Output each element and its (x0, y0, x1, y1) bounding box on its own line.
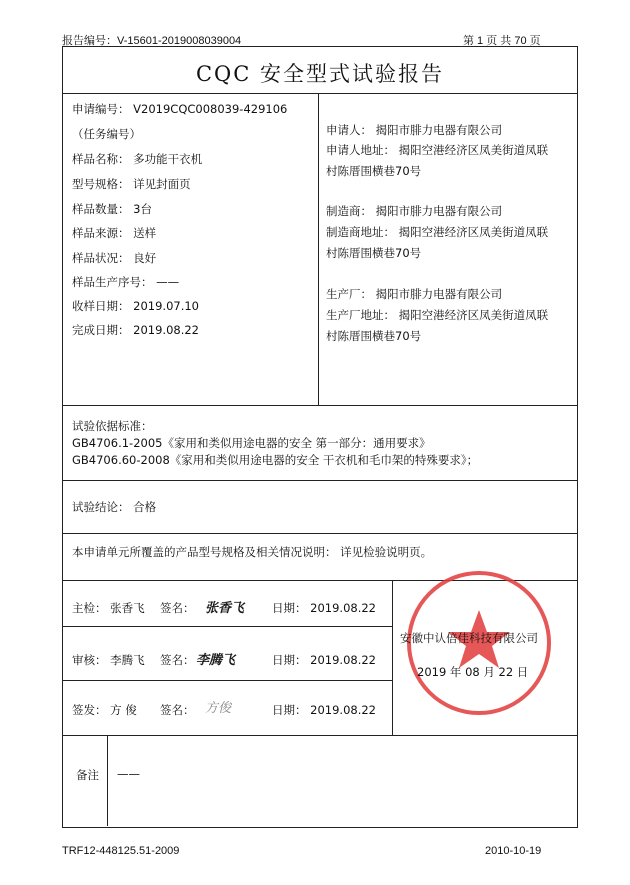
standard-1: GB4706.1-2005《家用和类似用途电器的安全 第一部分：通用要求》 (72, 436, 431, 450)
task-number: （任务编号） (72, 127, 141, 141)
divider-remarks-vertical (107, 735, 108, 826)
divider-sign-1 (62, 626, 392, 627)
divider-conclusion (62, 533, 578, 534)
sign-label-1: 签名： (160, 601, 195, 615)
applicant-address-line2: 村陈厝围横巷70号 (326, 164, 422, 178)
completed-date: 完成日期： 2019.08.22 (72, 323, 199, 337)
standard-2: GB4706.60-2008《家用和类似用途电器的安全 干衣机和毛巾架的特殊要求》； (72, 453, 479, 467)
reviewer: 审核： 李腾飞 (72, 653, 145, 667)
received-date: 收样日期： 2019.07.10 (72, 299, 199, 313)
stamp-date: 2019 年 08 月 22 日 (417, 665, 529, 679)
divider-stamp-vertical (392, 580, 393, 735)
sample-name: 样品名称： 多功能干衣机 (72, 152, 203, 166)
date-3: 日期： 2019.08.22 (272, 703, 376, 717)
divider-basis (62, 480, 578, 481)
signature-main-tester: 张香飞 (205, 601, 245, 616)
factory-address-line1: 生产厂地址： 揭阳空港经济区凤美街道凤联 (326, 308, 549, 322)
applicant: 申请人： 揭阳市腓力电器有限公司 (326, 123, 503, 137)
test-conclusion: 试验结论： 合格 (72, 500, 157, 514)
date-2: 日期： 2019.08.22 (272, 653, 376, 667)
divider-sign-2 (62, 680, 392, 681)
form-date: 2010-10-19 (485, 845, 542, 857)
signature-issuer: 方俊 (205, 701, 232, 716)
sign-label-2: 签名： (160, 653, 195, 667)
divider-sign-3 (62, 735, 578, 736)
date-1: 日期： 2019.08.22 (272, 601, 376, 615)
remarks-label: 备注 (76, 768, 99, 782)
sample-model: 型号规格： 详见封面页 (72, 177, 191, 191)
sample-condition: 样品状况： 良好 (72, 251, 157, 265)
manufacturer-address-line2: 村陈厝围横巷70号 (326, 246, 422, 260)
form-number: TRF12-448125.51-2009 (62, 845, 180, 857)
report-number: 报告编号：V-15601-2019008039004 (62, 35, 242, 47)
factory: 生产厂： 揭阳市腓力电器有限公司 (326, 287, 503, 301)
divider-title (62, 93, 578, 94)
coverage-statement: 本申请单元所覆盖的产品型号规格及相关情况说明： 详见检验说明页。 (72, 545, 433, 559)
manufacturer: 制造商： 揭阳市腓力电器有限公司 (326, 204, 503, 218)
basis-label: 试验依据标准： (72, 419, 153, 433)
factory-address-line2: 村陈厝围横巷70号 (326, 329, 422, 343)
application-number: 申请编号： V2019CQC008039-429106 (72, 102, 288, 116)
report-title: CQC 安全型式试验报告 (195, 62, 445, 86)
divider-info (62, 405, 578, 406)
issuer: 签发： 方 俊 (72, 703, 137, 717)
signature-reviewer: 李腾飞 (196, 653, 236, 668)
divider-info-vertical (318, 93, 319, 405)
sample-source: 样品来源： 送样 (72, 226, 157, 240)
manufacturer-address-line1: 制造商地址： 揭阳空港经济区凤美街道凤联 (326, 225, 549, 239)
applicant-address-line1: 申请人地址： 揭阳空港经济区凤美街道凤联 (326, 143, 549, 157)
sample-serial: 样品生产序号： —— (72, 275, 180, 289)
main-tester: 主检： 张香飞 (72, 601, 145, 615)
stamp-company: 安徽中认倍佳科技有限公司 (400, 631, 538, 645)
sign-label-3: 签名： (160, 703, 195, 717)
sample-quantity: 样品数量： 3台 (72, 202, 152, 216)
remarks-value: —— (117, 767, 140, 781)
page-info: 第 1 页 共 70 页 (463, 35, 541, 47)
